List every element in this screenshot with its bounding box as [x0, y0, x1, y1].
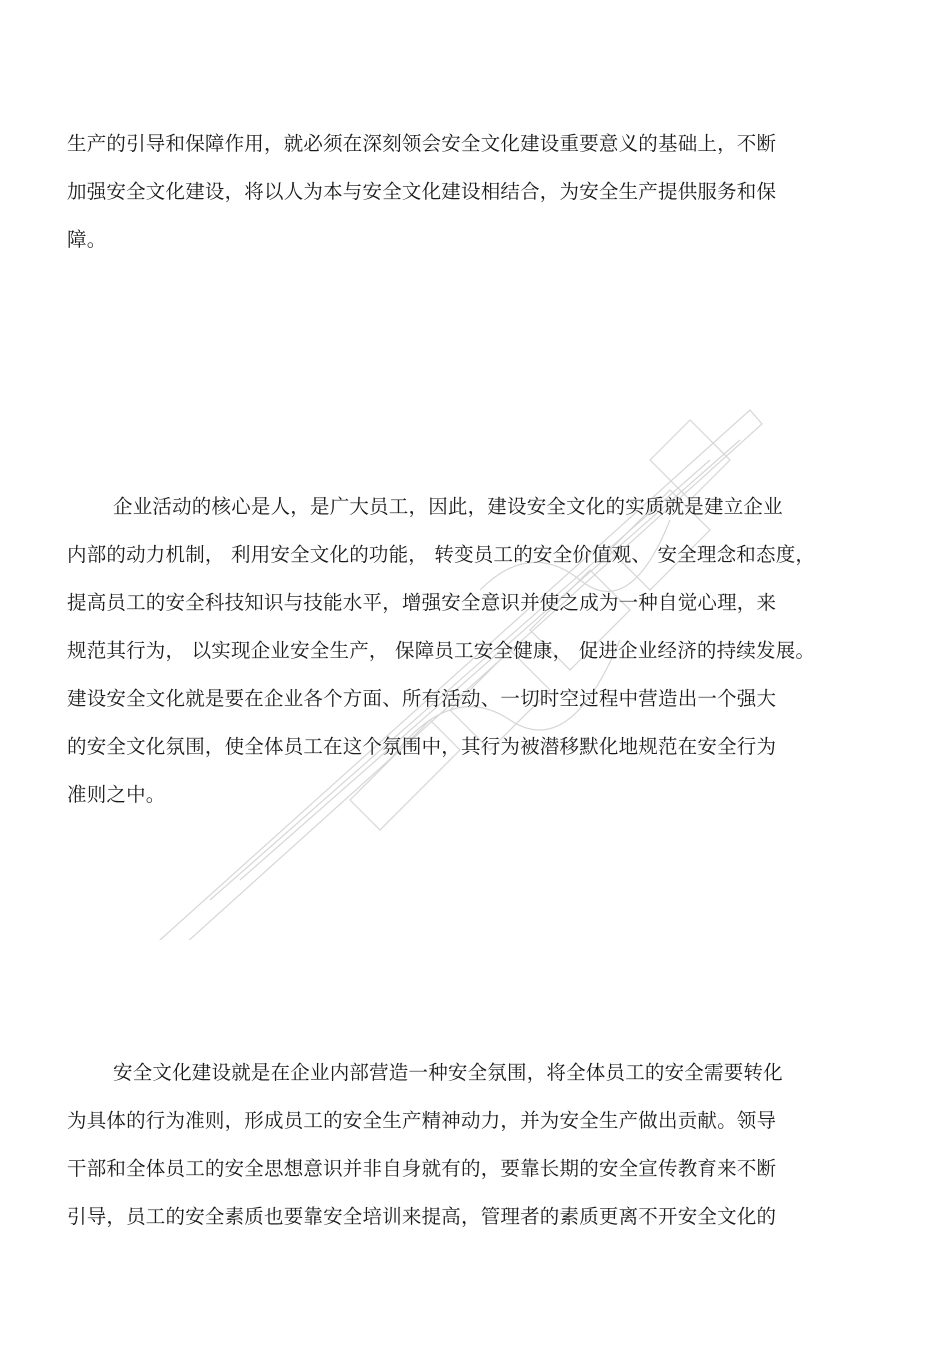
paragraph-line: 企业活动的核心是人，是广大员工，因此，建设安全文化的实质就是建立企业	[113, 495, 783, 518]
paragraph-line: 生产的引导和保障作用，就必须在深刻领会安全文化建设重要意义的基础上，不断	[67, 132, 777, 155]
paragraph-1	[67, 120, 867, 264]
paragraph-line: 建设安全文化就是要在企业各个方面、所有活动、一切时空过程中营造出一个强大	[67, 687, 777, 710]
paragraph-3	[67, 1049, 867, 1241]
paragraph-line: 为具体的行为准则，形成员工的安全生产精神动力，并为安全生产做出贡献。领导	[67, 1109, 777, 1132]
paragraph-line: 安全文化建设就是在企业内部营造一种安全氛围，将全体员工的安全需要转化	[113, 1061, 783, 1084]
paragraph-line: 引导，员工的安全素质也要靠安全培训来提高，管理者的素质更离不开安全文化的	[67, 1205, 777, 1228]
paragraph-line: 加强安全文化建设，将以人为本与安全文化建设相结合，为安全生产提供服务和保	[67, 180, 777, 203]
paragraph-2	[67, 483, 867, 819]
paragraph-line: 障。	[67, 228, 107, 251]
paragraph-line: 准则之中。	[67, 783, 166, 806]
paragraph-line: 规范其行为， 以实现企业安全生产， 保障员工安全健康， 促进企业经济的持续发展。	[67, 639, 816, 662]
paragraph-line: 的安全文化氛围，使全体员工在这个氛围中，其行为被潜移默化地规范在安全行为	[67, 735, 777, 758]
paragraph-line: 内部的动力机制， 利用安全文化的功能， 转变员工的安全价值观、 安全理念和态度，	[67, 543, 816, 566]
paragraph-line: 干部和全体员工的安全思想意识并非自身就有的，要靠长期的安全宣传教育来不断	[67, 1157, 777, 1180]
paragraph-line: 提高员工的安全科技知识与技能水平，增强安全意识并使之成为一种自觉心理，来	[67, 591, 777, 614]
